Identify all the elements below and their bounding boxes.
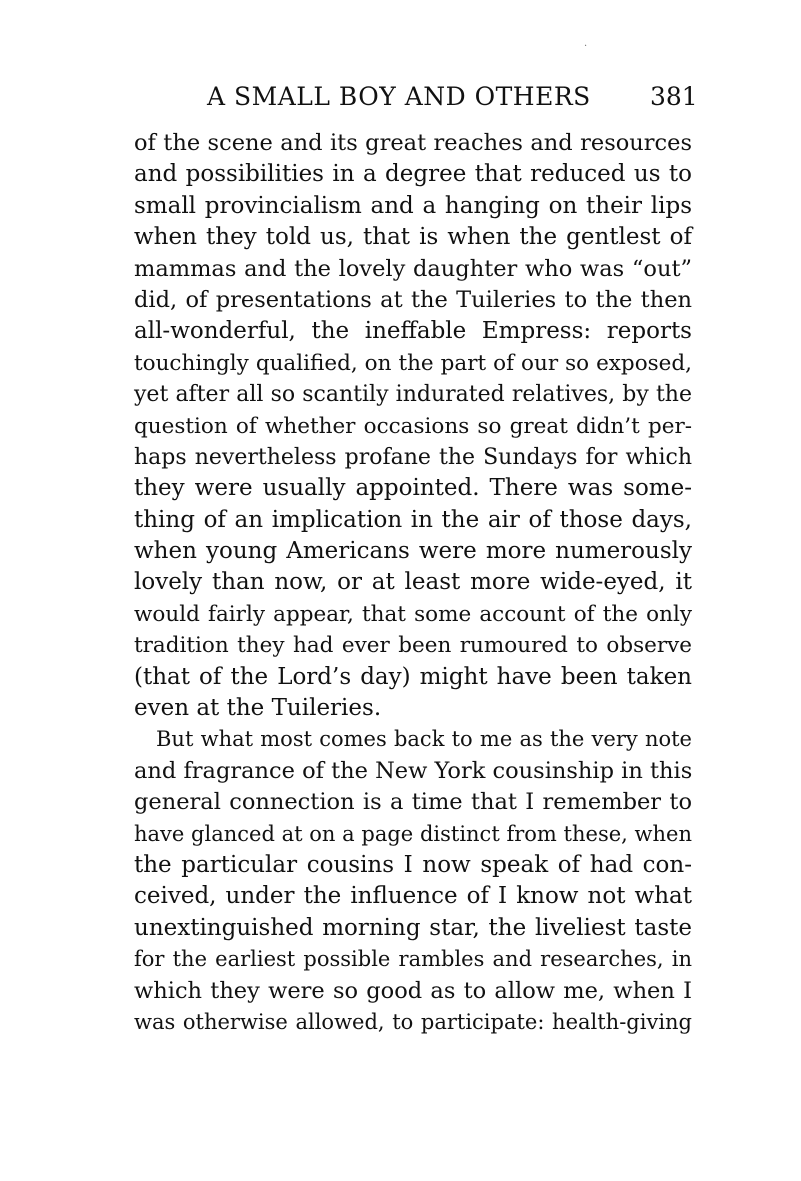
text-line: would fairly appear, that some account of the only bbox=[134, 601, 692, 627]
text-line: thing of an implication in the air of those days, bbox=[134, 506, 692, 533]
text-line: small provincialism and a hanging on their lips bbox=[134, 192, 692, 219]
text-line: mammas and the lovely daughter who was “out” bbox=[134, 255, 692, 282]
text-line: ceived, under the influence of I know not what bbox=[134, 883, 692, 910]
text-line: (that of the Lord’s day) might have been taken bbox=[134, 663, 692, 690]
text-line: the particular cousins I now speak of had con- bbox=[134, 851, 692, 878]
text-line: did, of presentations at the Tuileries to the then bbox=[134, 286, 692, 313]
text-line: they were usually appointed. There was some- bbox=[134, 475, 692, 502]
text-line: which they were so good as to allow me, when I bbox=[134, 977, 692, 1004]
text-line: lovely than now, or at least more wide-eyed, it bbox=[134, 569, 692, 596]
text-line: all-wonderful, the ineffable Empress: reports bbox=[134, 318, 692, 345]
text-line: for the earliest possible rambles and researches, in bbox=[134, 947, 692, 972]
text-line: touchingly qualified, on the part of our so exposed, bbox=[134, 350, 692, 376]
text-line: unextinguished morning star, the liveliest taste bbox=[134, 914, 692, 941]
text-line: have glanced at on a page distinct from these, when bbox=[134, 821, 692, 846]
text-line: tradition they had ever been rumoured to observe bbox=[134, 633, 692, 659]
print-speck: · bbox=[584, 41, 588, 52]
text-line: even at the Tuileries. bbox=[134, 695, 382, 722]
page-number: 381 bbox=[650, 82, 698, 111]
text-line: haps nevertheless profane the Sundays for which bbox=[134, 444, 692, 470]
text-line: and possibilities in a degree that reduced us to bbox=[134, 161, 692, 188]
text-line: yet after all so scantily indurated relatives, by the bbox=[134, 382, 692, 408]
running-title: A SMALL BOY AND OTHERS bbox=[207, 82, 591, 111]
text-line: general connection is a time that I remember to bbox=[134, 789, 692, 816]
text-line: of the scene and its great reaches and resources bbox=[134, 130, 692, 156]
text-line: and fragrance of the New York cousinship in this bbox=[134, 757, 693, 784]
body-text bbox=[134, 128, 692, 1038]
text-line: when they told us, that is when the gentlest of bbox=[134, 224, 692, 251]
text-line: when young Americans were more numerously bbox=[134, 538, 692, 565]
text-line: question of whether occasions so great didn’t per- bbox=[134, 413, 692, 439]
text-line: was otherwise allowed, to participate: health-giving bbox=[134, 1009, 692, 1034]
text-line: But what most comes back to me as the very note bbox=[156, 727, 692, 752]
